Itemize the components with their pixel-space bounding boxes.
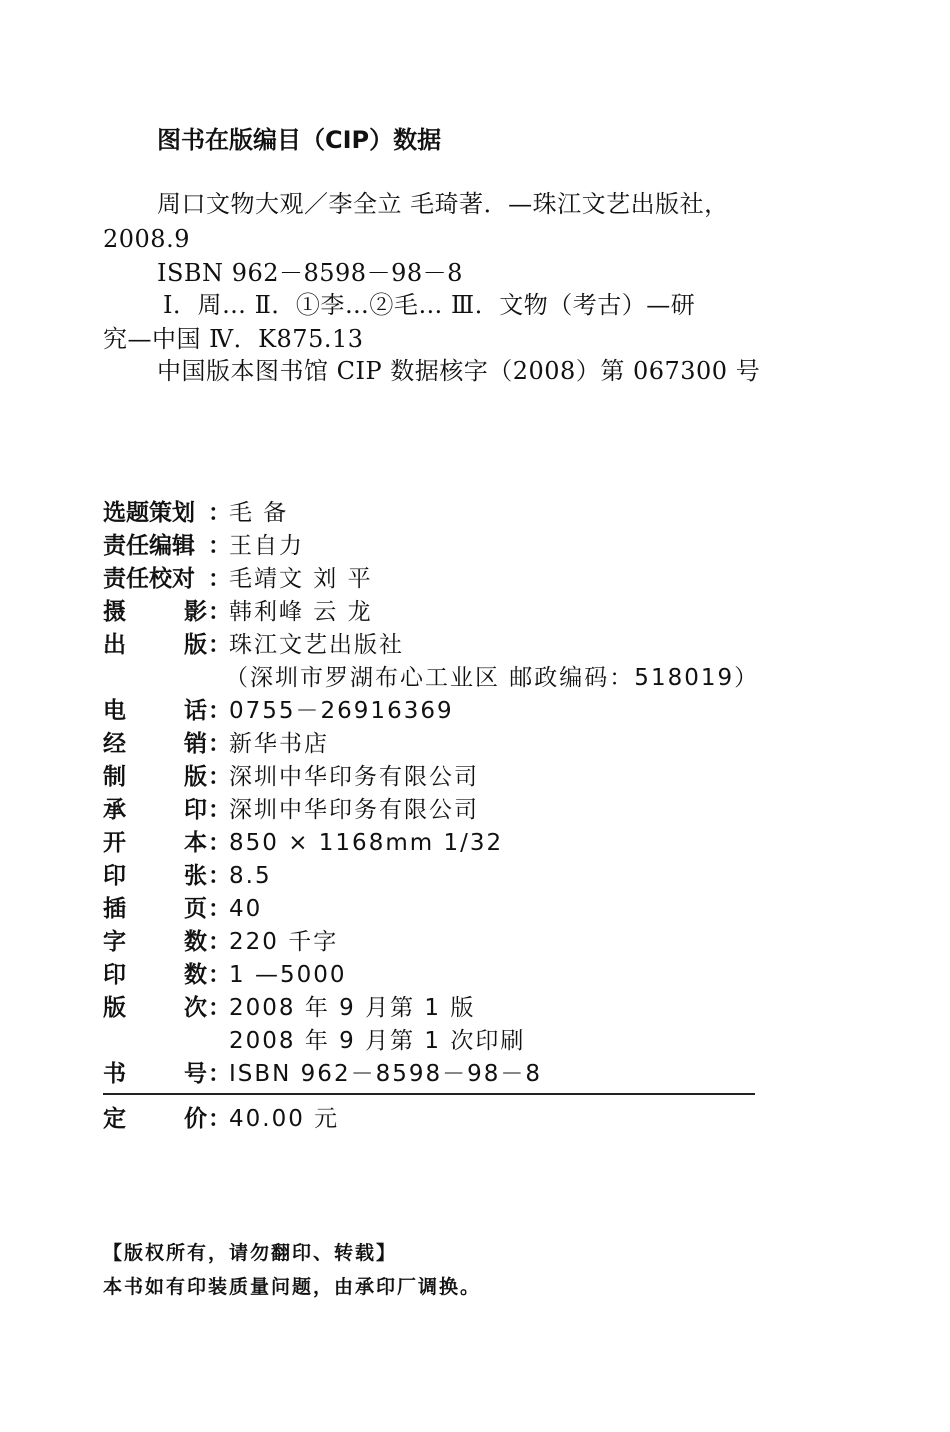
cip-line-record-number: 中国版本图书馆 CIP 数据核字（2008）第 067300 号 [157,357,761,385]
printing-date: 2008 年 9 月第 1 次印刷 [229,1028,526,1054]
info-value: 1 —5000 [229,962,347,988]
info-row-topic-planner: 选题策划 ： 毛 备 [103,497,803,530]
info-label: 责任编辑 [103,533,195,559]
info-label-spaced: 印 数 [103,962,207,988]
info-row-photography: 摄 影 ： 韩利峰 云 龙 [103,596,803,629]
info-value: 8.5 [229,863,272,889]
info-label-spaced: 字 数 [103,929,207,955]
info-label-spaced: 摄 影 [103,599,207,625]
info-label-spaced: 印 张 [103,863,207,889]
info-row-format: 开 本 ： 850 × 1168mm 1/32 [103,827,803,860]
info-row-book-number: 书 号 ： ISBN 962－8598－98－8 [103,1058,803,1091]
info-label-spaced: 承 印 [103,797,207,823]
info-label-spaced: 出 版 [103,632,207,658]
info-label-spaced: 版 次 [103,995,207,1021]
cip-line-isbn: ISBN 962－8598－98－8 [157,259,463,287]
info-row-phone: 电 话 ： 0755－26916369 [103,695,803,728]
info-value: 40.00 元 [229,1106,340,1132]
info-label-spaced: 定 价 [103,1106,207,1132]
info-value: 850 × 1168mm 1/32 [229,830,504,856]
info-value: 0755－26916369 [229,698,454,724]
info-label-spaced: 电 话 [103,698,207,724]
info-label-spaced: 经 销 [103,731,207,757]
info-row-printing [103,1025,803,1058]
info-label-spaced: 制 版 [103,764,207,790]
divider-line [103,1093,755,1095]
info-value: 深圳中华印务有限公司 [229,764,479,790]
info-row-word-count: 字 数 ： 220 千字 [103,926,803,959]
publication-info [103,497,803,1136]
info-value: 新华书店 [229,731,329,757]
info-row-publisher: 出 版 ： 珠江文艺出版社 [103,629,803,662]
info-value: 深圳中华印务有限公司 [229,797,479,823]
info-value: 220 千字 [229,929,339,955]
cip-title: 图书在版编目（CIP）数据 [157,126,442,154]
info-value: 王自力 [229,533,304,559]
info-row-plate-making: 制 版 ： 深圳中华印务有限公司 [103,761,803,794]
info-row-editor: 责任编辑 ： 王自力 [103,530,803,563]
copyright-notice: 【版权所有，请勿翻印、转载】 [103,1242,398,1264]
info-row-edition: 版 次 ： 2008 年 9 月第 1 版 [103,992,803,1025]
info-value: 韩利峰 云 龙 [229,599,373,625]
cip-line-date: 2008.9 [103,225,190,253]
info-value: 毛 备 [229,500,289,526]
info-row-proofreader: 责任校对 ： 毛靖文 刘 平 [103,563,803,596]
cip-line-title-author: 周口文物大观／李全立 毛琦著．—珠江文艺出版社， [157,190,729,218]
info-value: 40 [229,896,263,922]
info-value: 2008 年 9 月第 1 版 [229,995,476,1021]
info-label-spaced: 书 号 [103,1061,207,1087]
info-value: ISBN 962－8598－98－8 [229,1061,543,1087]
info-label: 责任校对 [103,566,195,592]
info-value: 毛靖文 刘 平 [229,566,373,592]
info-row-price: 定 价 ： 40.00 元 [103,1103,803,1136]
info-label-spaced: 插 页 [103,896,207,922]
info-row-print-run: 印 数 ： 1 —5000 [103,959,803,992]
info-row-printed-sheets: 印 张 ： 8.5 [103,860,803,893]
cip-line-classification: Ⅰ．周… Ⅱ．①李…②毛… Ⅲ．文物（考古）—研 [163,291,696,319]
info-row-printer: 承 印 ： 深圳中华印务有限公司 [103,794,803,827]
cip-line-classification-cont: 究—中国 Ⅳ．K875.13 [103,325,364,353]
info-value: 珠江文艺出版社 [229,632,404,658]
info-row-distributor: 经 销 ： 新华书店 [103,728,803,761]
info-label-spaced: 开 本 [103,830,207,856]
info-row-publisher-address [103,662,803,695]
quality-notice: 本书如有印装质量问题，由承印厂调换。 [103,1276,482,1298]
info-row-inserts: 插 页 ： 40 [103,893,803,926]
info-label: 选题策划 [103,500,195,526]
publisher-address: （深圳市罗湖布心工业区 邮政编码：518019） [225,665,760,691]
